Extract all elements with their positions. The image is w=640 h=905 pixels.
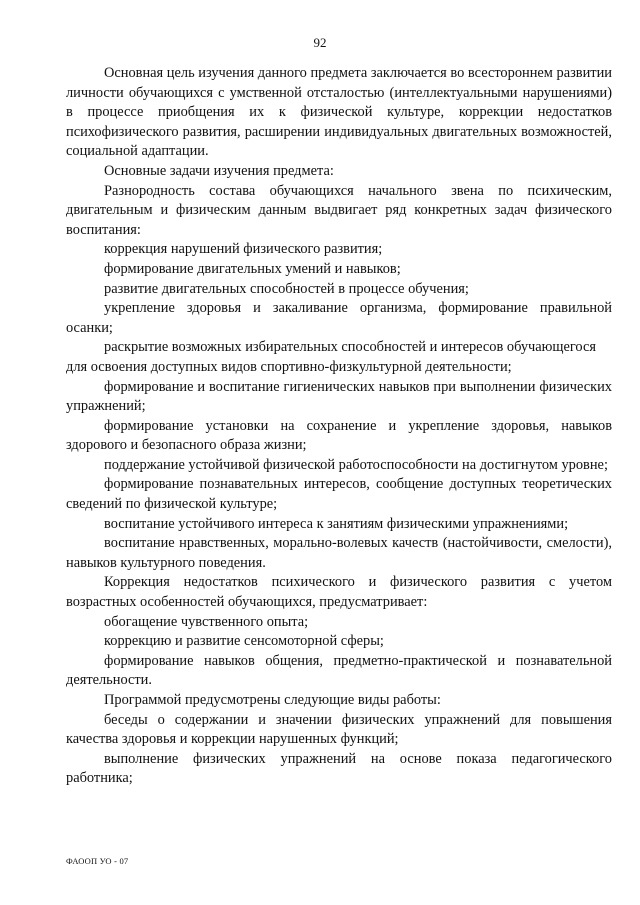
list-item: развитие двигательных способностей в процессе обучения; — [104, 280, 469, 297]
list-item: поддержание устойчивой физической работоспособности на достигнутом уровне; — [104, 456, 608, 473]
document-body — [66, 64, 612, 789]
list-item: обогащение чувственного опыта; — [104, 613, 309, 630]
paragraph: Основные задачи изучения предмета: — [104, 162, 334, 179]
paragraph: Коррекция недостатков психического и физического развития с учетом возрастных особенностей обучающихся, предусматривает: — [66, 574, 612, 611]
list-item: беседы о содержании и значении физических упражнений для повышения качества здоровья и коррекции нарушенных функций; — [66, 711, 612, 748]
paragraph: Основная цель изучения данного предмета заключается во всестороннем развитии личности обучающихся с умственной отсталостью (интеллектуальными нарушениями) в процессе приобщения их к физической культуре, коррекции недостатков психофизического развития, расширении индивидуальных двигательных возможностей, социальной адаптации. — [66, 65, 612, 160]
list-item: формирование установки на сохранение и укрепление здоровья, навыков здорового и безопасного образа жизни; — [66, 417, 612, 454]
list-item: формирование двигательных умений и навыков; — [104, 260, 401, 277]
page-number: 92 — [313, 35, 327, 50]
document-footer: ФАООП УО - 07 — [66, 856, 129, 866]
paragraph: Программой предусмотрены следующие виды работы: — [104, 692, 441, 708]
list-item: формирование познавательных интересов, сообщение доступных теоретических сведений по физической культуре; — [66, 476, 612, 513]
list-item-continuation: для освоения доступных видов спортивно-физкультурной деятельности; — [66, 358, 512, 375]
list-item: коррекцию и развитие сенсомоторной сферы; — [104, 633, 384, 650]
list-item: укрепление здоровья и закаливание организма, формирование правильной осанки; — [66, 300, 612, 336]
list-item: воспитание устойчивого интереса к занятиям физическими упражнениями; — [104, 515, 569, 532]
list-item: формирование и воспитание гигиенических навыков при выполнении физических упражнений; — [66, 378, 612, 415]
paragraph: Разнородность состава обучающихся начального звена по психическим, двигательным и физическим данным выдвигает ряд конкретных задач физического воспитания: — [66, 182, 612, 238]
list-item: выполнение физических упражнений на основе показа педагогического работника; — [66, 750, 612, 787]
list-item: формирование навыков общения, предметно-практической и познавательной деятельности. — [66, 652, 612, 689]
list-item: коррекция нарушений физического развития; — [104, 241, 383, 258]
list-item: раскрытие возможных избирательных способностей и интересов обучающегося — [104, 339, 596, 356]
list-item: воспитание нравственных, морально-волевых качеств (настойчивости, смелости), навыков культурного поведения. — [66, 535, 612, 571]
